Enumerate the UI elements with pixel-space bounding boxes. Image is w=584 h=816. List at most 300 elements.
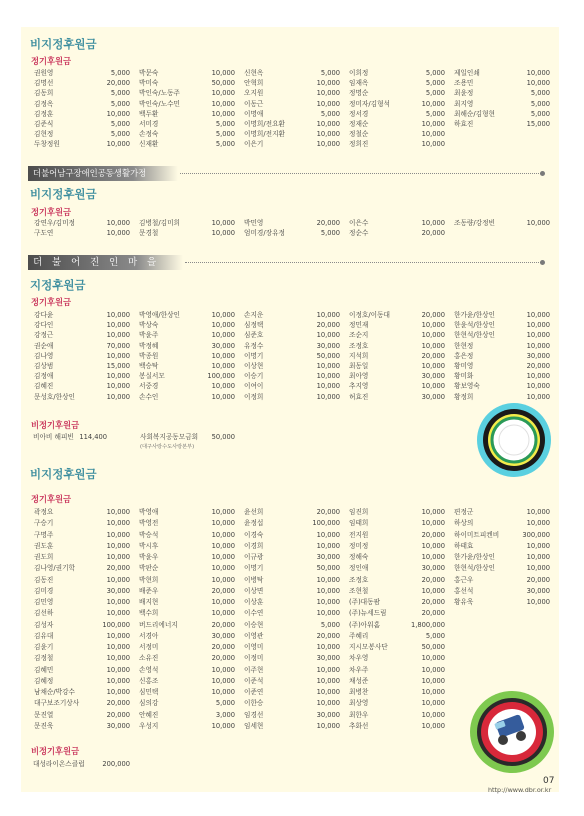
donor-amount: 5,000 [530,99,550,108]
donor-amount: 10,000 [211,721,235,730]
donor-amount: 10,000 [526,553,550,561]
donor-row [349,119,445,129]
donor-amount: 300,000 [522,530,550,539]
donor-amount: 50,000 [316,351,340,360]
donor-name: 조동량/강정빈 [454,219,496,227]
donor-name: 백승탁 [139,361,159,370]
donor-row [139,665,235,676]
donor-name: 남채순/박강수 [34,688,76,696]
donor-name: 이명기 [244,351,264,360]
donor-row [139,563,235,574]
donor-amount: 10,000 [421,710,445,719]
donor-row [34,642,130,653]
donor-name: 박인숙/노동주 [139,89,181,98]
donor-row [244,218,340,228]
donor-row [349,631,445,642]
donor-amount: 50,000 [421,643,445,651]
donor-amount: 10,000 [211,553,235,561]
donor-amount: 10,000 [211,109,235,118]
donor-amount: 10,000 [211,598,235,606]
donor-name: 조현철 [349,586,369,595]
donor-name: 박영애/한상인 [139,311,181,319]
donor-amount: 5,000 [530,89,550,98]
donor-row [139,597,235,608]
donor-name: 조용민 [454,79,474,88]
donor-row [349,381,445,391]
donor-amount: 3,000 [215,710,235,719]
donor-name: 최상영 [349,699,369,708]
donor-row [139,575,235,586]
donor-amount: 30,000 [316,553,340,561]
donor-row [454,541,550,552]
donor-name: 유정수 [244,341,264,350]
donor-amount: 30,000 [316,710,340,719]
donor-name: 한윤석/한상인 [454,321,496,330]
donor-amount: 10,000 [526,311,550,319]
donor-amount: 10,000 [316,541,340,550]
donor-amount: 10,000 [421,119,445,128]
donor-amount: 5,000 [320,69,340,77]
donor-name: 곽정요 [34,508,54,516]
donor-row [244,541,340,552]
donor-name: 구승기 [34,519,54,528]
donor-name: 김정옥 [34,99,54,108]
donor-name: 이주현 [244,665,264,674]
donor-amount: 10,000 [526,79,550,88]
donor-row [34,341,130,351]
donor-name: 이명애 [244,109,264,118]
donor-row [244,139,340,149]
donor-row [139,392,235,402]
donor-name: 박시후 [139,541,159,550]
donor-row [349,139,445,149]
donor-name: 이상현 [244,361,264,370]
donor-column [349,310,445,402]
donor-row [454,518,550,529]
donor-amount: 10,000 [106,392,130,401]
donor-row [34,631,130,642]
donor-name: 이상면 [244,586,264,595]
donor-name: 구명주 [34,530,54,539]
donor-amount: 1,800,000 [410,620,445,629]
donor-row [244,710,340,721]
donor-name: 박윤우 [139,553,159,561]
donor-name: 구도연 [34,229,54,238]
donor-name: 강다인 [34,321,54,330]
donor-name: 박종원 [139,351,159,360]
donor-amount: 10,000 [211,69,235,77]
donor-amount: 10,000 [421,586,445,595]
donor-column [454,507,550,608]
donor-amount: 10,000 [211,229,235,238]
donor-name: 서정미 [139,643,159,651]
donor-amount: 10,000 [421,219,445,227]
donor-row [454,530,550,541]
donor-name: 문진열 [34,710,54,719]
donor-amount: 10,000 [106,508,130,516]
donor-amount: 10,000 [106,311,130,319]
donor-amount: 10,000 [526,321,550,330]
donor-name: 임진희 [349,508,369,516]
donor-amount: 20,000 [106,699,130,708]
donor-name: 권도희 [34,553,54,561]
donor-amount: 10,000 [526,392,550,401]
donor-row [139,518,235,529]
donor-row [349,88,445,98]
donor-amount: 30,000 [421,372,445,381]
donor-name: 이명희/전지환 [244,130,286,139]
donor-name: 박미숙 [139,79,159,88]
donor-name: 지석희 [349,351,369,360]
donor-amount: 10,000 [316,598,340,606]
donor-amount: 10,000 [106,519,130,528]
donor-name: 김혜진 [34,382,54,391]
donor-amount: 10,000 [316,392,340,401]
donor-amount: 50,000 [211,79,235,88]
donor-name: 최병찬 [349,688,369,696]
donor-name: 황정희 [454,392,474,401]
donor-row [349,351,445,361]
donor-amount: 100,000 [207,372,235,381]
donor-row [244,653,340,664]
donor-amount: 15,000 [106,361,130,370]
donor-name: 박상숙 [139,321,159,330]
donor-row [34,218,130,228]
donor-amount: 10,000 [316,140,340,149]
donor-row [34,320,130,330]
donor-row [244,642,340,653]
donor-row [34,88,130,98]
donor-row [34,518,130,529]
donor-amount: 10,000 [211,382,235,391]
donor-amount: 10,000 [526,598,550,606]
donor-name: 이정미 [244,654,264,663]
donor-row [349,698,445,709]
donor-row [139,341,235,351]
donor-amount: 30,000 [316,654,340,663]
donor-name: 임태희 [349,519,369,528]
donor-row [139,361,235,371]
donor-row [244,563,340,574]
donor-name: 김준식 [34,119,54,128]
donor-name: 신홍조 [139,676,159,685]
donor-name: 강정근 [34,331,54,340]
donor-column [244,310,340,402]
donor-row [34,676,130,687]
donor-amount: 5,000 [215,119,235,128]
donor-name: 최지영 [454,99,474,108]
donor-name: 권도훈 [34,541,54,550]
donor-name: 이영미 [244,643,264,651]
donor-row [34,507,130,518]
donor-row [139,552,235,563]
donor-amount: 20,000 [421,530,445,539]
donor-row [139,330,235,340]
donor-row [34,139,130,149]
donor-name: 임경선 [244,710,264,719]
donor-amount: 20,000 [106,564,130,573]
donor-row [244,530,340,541]
donor-name: 이명기 [244,564,264,573]
donor-name: 문성호/한상인 [34,392,76,401]
donor-row [454,575,550,586]
donor-row [34,68,130,78]
donor-amount: 10,000 [106,382,130,391]
donor-name: 차우주 [349,665,369,674]
donor-amount: 20,000 [316,508,340,516]
donor-name: 문진욱 [34,721,54,730]
donor-row [139,687,235,698]
donor-row [349,653,445,664]
donor-row [34,530,130,541]
donor-row [244,68,340,78]
donor-name: 정인애 [349,564,369,573]
donor-name: 최윤정 [454,89,474,98]
donor-row [244,351,340,361]
donor-row [139,698,235,709]
donor-name: 박영애 [139,508,159,516]
donor-name: 김나영/권기학 [34,564,76,573]
donor-amount: 5,000 [425,89,445,98]
donor-name: 이정호/이동대 [349,311,391,319]
donor-name: 차우영 [349,654,369,663]
donor-name: 박인숙/노수민 [139,99,181,108]
donor-row [349,68,445,78]
donor-name: 임세현 [244,721,264,730]
donor-amount: 10,000 [211,351,235,360]
donor-amount: 5,000 [530,109,550,118]
donor-name: 박현희 [139,575,159,584]
donor-row [244,228,340,238]
donor-row [349,620,445,631]
donor-row [244,575,340,586]
donor-amount: 10,000 [106,688,130,696]
donor-row [244,507,340,518]
donor-column [454,310,550,402]
donor-name: 하효진 [454,119,474,128]
donor-amount: 10,000 [316,99,340,108]
donor-row [34,665,130,676]
donor-amount: 10,000 [106,140,130,149]
donor-name: 강다윤 [34,311,54,319]
donor-row [349,218,445,228]
donor-name: 정서경 [349,109,369,118]
donor-row [34,597,130,608]
donor-amount: 5,000 [110,69,130,77]
donor-name: 김동희 [34,89,54,98]
donor-row [139,620,235,631]
donor-amount: 10,000 [526,541,550,550]
donor-amount: 5,000 [425,79,445,88]
donor-row [454,586,550,597]
donor-row [454,351,550,361]
donor-name: 배준우 [139,586,159,595]
donor-name: 심의강 [139,699,159,708]
donor-name: 김혜민 [34,665,54,674]
donor-row [34,575,130,586]
donor-name: 최해순/김형현 [454,109,496,118]
donor-name: 박윤주 [139,331,159,340]
donor-amount: 10,000 [106,331,130,340]
footer-url: http://www.dbr.or.kr [488,786,552,794]
donor-name: 박민영 [244,219,264,227]
donor-amount: 30,000 [106,586,130,595]
donor-amount: 10,000 [421,541,445,550]
donor-name: 권순애 [34,341,54,350]
donor-amount: 10,000 [211,311,235,319]
donor-row [139,710,235,721]
donor-row [349,371,445,381]
donor-row [349,676,445,687]
donor-name: 김병철/김미희 [139,219,181,227]
donor-name: 김상범 [34,361,54,370]
donor-amount: 10,000 [211,575,235,584]
donor-amount: 20,000 [316,321,340,330]
group-banner: 더 불 어 진 인 마 을 [28,255,183,270]
donor-row [139,631,235,642]
donor-amount: 10,000 [421,321,445,330]
donor-name: 박판순 [139,564,159,573]
donor-name: 박정혜 [139,341,159,350]
donor-row [34,371,130,381]
donor-name: 손지운 [244,311,264,319]
donor-amount: 10,000 [526,341,550,350]
donor-row [349,710,445,721]
donor-amount: 10,000 [316,372,340,381]
donor-amount: 5,000 [215,130,235,139]
donor-amount: 10,000 [106,321,130,330]
donor-row [34,129,130,139]
donor-amount: 10,000 [211,508,235,516]
donor-row [349,665,445,676]
donor-row [454,310,550,320]
donor-name: 비아비 해피빈 [33,433,74,441]
donor-column [139,310,235,402]
donor-row [34,109,130,119]
donor-row [349,586,445,597]
donor-row [349,392,445,402]
donor-amount: 10,000 [316,575,340,584]
donor-row [244,371,340,381]
donor-amount: 10,000 [526,372,550,381]
donor-amount: 5,000 [110,89,130,98]
donor-column [244,68,340,150]
donor-row [454,99,550,109]
donor-name: 정미자/김형석 [349,99,391,108]
donor-row [454,597,550,608]
donor-amount: 10,000 [211,688,235,696]
donor-row [34,721,130,732]
donor-column [244,507,340,732]
donor-row [349,310,445,320]
donor-amount: 10,000 [106,676,130,685]
donor-amount: 5,000 [320,109,340,118]
donor-name: 엄미경/장유정 [244,229,286,238]
donor-name: 심정택 [244,321,264,330]
donor-amount: 20,000 [316,631,340,640]
donor-name: 손영석 [139,665,159,674]
donor-name: 홍근우 [454,575,474,584]
donor-name: 강연우/김미정 [34,219,76,227]
donor-amount: 30,000 [211,341,235,350]
donor-row [349,341,445,351]
donor-row [139,381,235,391]
donor-row [34,381,130,391]
donor-name: 최동일 [349,361,369,370]
donor-amount: 5,000 [215,699,235,708]
donor-amount: 10,000 [316,382,340,391]
donor-row [454,341,550,351]
donor-amount: 10,000 [106,109,130,118]
donor-name: 김동진 [34,575,54,584]
dotted-divider [180,173,541,174]
donor-row [139,78,235,88]
donor-name: (주)뉴세드림 [349,609,387,618]
donor-column [34,310,130,402]
donor-column [349,218,445,238]
donor-amount: 10,000 [211,89,235,98]
donor-row [139,642,235,653]
donor-amount: 10,000 [421,676,445,685]
donor-amount: 20,000 [211,643,235,651]
donor-row [349,361,445,371]
donor-amount: 20,000 [316,219,340,227]
donor-row [244,687,340,698]
donor-column [349,68,445,150]
donor-row [349,530,445,541]
donor-name: 심민택 [139,688,159,696]
donor-amount: 10,000 [211,541,235,550]
donor-name: 김현정 [34,130,54,139]
dotted-divider [185,262,541,263]
donor-row [139,88,235,98]
donor-amount: 10,000 [106,654,130,663]
donor-amount: 20,000 [526,361,550,370]
donor-amount: 50,000 [211,433,235,441]
donor-name: 이상훈 [244,598,264,606]
donor-amount: 10,000 [106,643,130,651]
donor-name: 추지영 [349,382,369,391]
donor-name: 김나영 [34,351,54,360]
donor-name: 최아영 [349,372,369,381]
donor-amount: 20,000 [526,575,550,584]
donor-row [139,586,235,597]
donor-amount: 30,000 [211,631,235,640]
donor-name: 두창정원 [34,140,60,149]
donor-name: 김정훈 [34,109,54,118]
donor-name: 사회복지공동모금회 [140,433,199,441]
donor-row [34,119,130,129]
donor-column [139,507,235,732]
donor-row [244,552,340,563]
donor-row [244,78,340,88]
donor-row [454,371,550,381]
donor-row [244,320,340,330]
donor-name: 이경희 [244,541,264,550]
donor-row [139,129,235,139]
donor-amount: 10,000 [421,553,445,561]
donor-name: 신현옥 [244,69,264,77]
donor-name: 황미영 [454,361,474,370]
donor-row [244,109,340,119]
donor-row [244,698,340,709]
donor-amount: 10,000 [421,140,445,149]
donor-amount: 10,000 [526,519,550,528]
donor-name: 문경철 [139,229,159,238]
donor-name: 정명순 [349,89,369,98]
donor-amount: 5,000 [425,69,445,77]
donor-amount: 10,000 [106,351,130,360]
